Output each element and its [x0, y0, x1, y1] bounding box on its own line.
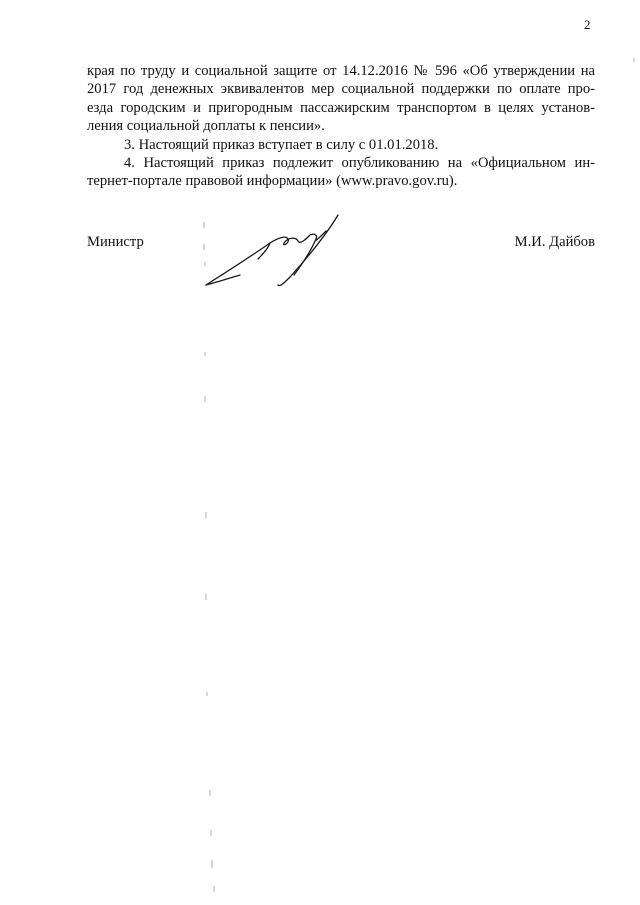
text-line: 4. Настоящий приказ подлежит опубликованию на «Официальном ин- — [124, 155, 595, 172]
text-line: края по труду и социальной защите от 14.12.2016 № 596 «Об утверждении на — [87, 63, 595, 79]
page-number: 2 — [584, 17, 591, 32]
signer-title: Министр — [87, 234, 144, 250]
handwritten-signature — [198, 205, 343, 295]
document-body — [87, 62, 595, 191]
paragraph-item-3 — [87, 136, 595, 154]
text-line: 3. Настоящий приказ вступает в силу с 01.01.2018. — [124, 136, 439, 153]
signer-name: М.И. Дайбов — [514, 234, 595, 250]
paragraph-item-4 — [87, 154, 595, 191]
text-line: езда городским и пригородным пассажирским транспортом в целях установ- — [87, 99, 595, 116]
paragraph-continuation — [87, 62, 595, 136]
text-line: 2017 год денежных эквивалентов мер социальной поддержки по оплате про- — [87, 81, 595, 98]
text-line: ления социальной доплаты к пенсии». — [87, 118, 325, 135]
text-line: тернет-портале правовой информации» (www.pravo.gov.ru). — [87, 173, 458, 190]
